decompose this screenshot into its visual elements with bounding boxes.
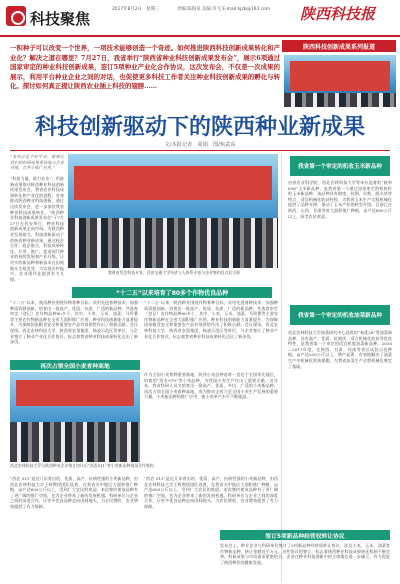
series-banner: 陕西科技创新成果系列报道 <box>282 40 396 52</box>
sub2-text: 作为全国小麦育种重要基地，陕西小麦品种选育一直处于全国领先地位，培育的“西农979”等小麦品种，为我国小麦生产作出了重要贡献。近年来，我省科研人员又培育出一批高产、优质、多抗、广适的小麦新品种，再次占领全国小麦育种高地，成为推动全省乃至全国小麦生产发展的重要力量，小麦新品种的推广应用，使小麦单产水平不断提高。 <box>144 372 278 400</box>
sidebar-title-2: 我省第一个审定的机收油菜新品种 <box>290 305 390 325</box>
photo-caption: 我省首发会科技专家、西安交通大学经济与人体系专家与企业签约仪式后合影 <box>107 270 241 275</box>
byline: 文/本报记者 周娟 图/焦武高 <box>164 142 236 148</box>
section-title: 科技聚焦 <box>30 10 91 28</box>
bottom-text-left: “西农 511”是近几年育出的、优质、高产、抗病性强的小麦新品种，由西北农林科技大学王辉教授团队选育，在我省关中地区大面积推广种植，亩产达600公斤以上，受到广大农民的欢迎。本次签约使该品种有了更广阔的推广空间，也为企业带来了新的发展机遇。科研单位与企业之间的深度合作，让更多优良品种走向田间地头，为农民增收、农业增效提供了有力保障。 <box>10 476 138 509</box>
header-rule <box>0 35 400 37</box>
conference-photo <box>284 55 396 107</box>
column-rule <box>281 154 282 582</box>
lead-paragraph: 一积种子可以改变一个世界，一项技术能够创造一个奇迹。如何推进陕西科技创新成果转化和产业化？解决之道在哪里？7月27日，我省举行“陕西省种业科技创新成果发布会”，展示6项通过国家审定的种业科技创新成果，签订5项种业产业化合作协议，这次发布会，不仅是一次成果的展示，利用平台种业企业之间的对话，也促使更多科技工作者关注种业科技创新成果的孵化与转化。探讨如何真正提让陕西农业插上科技的翅膀…… <box>10 44 280 91</box>
left-column-text: “科技力量，助力农业”。用最新成果推动陕西种业科技创新成果发布会，我省农业科技成果转化和产业化的进程，有效推动陕西种业科技创新，通过这次发布会，进一步加快我省种业科技成果转化，“陕西种业科技创新成果发布会”于7月27日在西安举行。种业科技创新成果走向市场，为陕西种业发展助力。科技创新驱动下的陕西种业新成果，通过校企合作、政企联合，科技成果转化、应用、推广，促进现代种业的持续发展和产业升级，让更多的新品种和新技术在田间地头生根发芽，为实现乡村振兴、农业现代化提供有力支撑。 <box>10 176 64 282</box>
title-divider <box>10 150 390 151</box>
signing-ceremony-photo <box>68 154 278 268</box>
subheading-3: 签订5项新品种经营权转让协议 <box>220 530 390 540</box>
newspaper-brand: 陕西科技报 <box>300 5 376 23</box>
pull-quote: “发布会是个好平台，能够让我们的科研成果更快地与企业对接，有利于推广应用，” <box>10 154 64 171</box>
issue-meta: 2017年8月2日 星期三 责编:陈海泉 美编:李飞 E-mail:kjzb@163.com <box>112 7 270 12</box>
newspaper-logo-icon <box>6 6 26 26</box>
page-header <box>0 0 400 36</box>
sidebar-text-2: 西北农林科技大学油菜研究中心选育的“秦优28”等油菜新品种，具有高产、优质、抗倒伏、适合机械化收获等优良特性，是我省第一个审定的适宜机收油菜新品种。2016—2017年度，在陕西、甘肃、河南等省区试验示范种植，亩产达200公斤以上，增产显著，有效地解决了油菜生产中机械化收获难题，为我省油菜生产全程机械化奠定了基础。 <box>288 330 392 369</box>
article-title: 科技创新驱动下的陕西种业新成果 <box>34 115 365 140</box>
sub1-text-left: “十二五”以来，陕西种业围绕作物育种目标，采用先进育种技术，加强种质资源创新，培育出一批高产、优质、抗逆、广适的新品种，共选育审定（登记）农作物品种80多个，其中，小麦、玉米、油菜、马铃薯等主要农作物新品种在全省大面积推广应用，种业科技创新能力显著提升，为保障国家粮食安全和重要农产品有效供给作出了积极贡献。会议现场，西北农林科技大学、陕西省农垦集团、杨凌示范区等单位，与企业签订了种业产业化合作协议，标志着我省种业科技成果转化迈出了新步伐。 <box>10 300 138 345</box>
sub3-text: 发布会上，种业企业与科研单位签订了5项新品种经营权转让协议，涉及小麦、玉米、油菜等作物新品种，转让金额近千万元。这些协议的签订，标志着陕西种业科技成果转化机制不断完善，科研成果与市场需求紧密结合，企业在种业科技创新中的主体地位进一步确立，有力促进了陕西种业的健康发展。 <box>220 543 390 565</box>
sidebar-title-1: 我省第一个审定的机收玉米新品种 <box>290 156 390 176</box>
bottom-text-right: “西农 511”是近几年育出的、优质、高产、抗病性强的小麦新品种，由西北农林科技大学王辉教授团队选育，在我省关中地区大面积推广种植，亩产达600公斤以上，受到广大农民的欢迎。本次签约使该品种有了更广阔的推广空间，也为企业带来了新的发展机遇。科研单位与企业之间的深度合作，让更多优良品种走向田间地头，为农民增收、农业增效提供了有力保障。 <box>144 476 278 509</box>
wheat-signing-photo <box>10 372 140 462</box>
sub1-text-right: “十二五”以来，陕西种业围绕作物育种目标，采用先进育种技术，加强种质资源创新，培育出一批高产、优质、抗逆、广适的新品种，共选育审定（登记）农作物品种80多个，其中，小麦、玉米、油菜、马铃薯等主要农作物新品种在全省大面积推广应用，种业科技创新能力显著提升，为保障国家粮食安全和重要农产品有效供给作出了积极贡献。会议现场，西北农林科技大学、陕西省农垦集团、杨凌示范区等单位，与企业签订了种业产业化合作协议，标志着我省种业科技成果转化迈出了新步伐。 <box>144 300 278 339</box>
sidebar-text-1: 由省农业科学院、西北农林科技大学等单位选育的“陕单636”玉米新品种，是我省第一个通过国家审定的机收籽粒玉米新品种。该品种具有耐密、抗倒、早熟、脱水快等特点，适宜机械化收获籽粒，为我省玉米生产全程机械化提供了品种支撑，推动了玉米产业的转型升级，目前已在陕西、山西、甘肃等省大面积推广种植，亩产达800公斤以上，深受农民欢迎。 <box>288 180 392 219</box>
subheading-2: 再次占领全国小麦育种高地 <box>10 360 140 370</box>
subheading-1: “十二五”以来培育了80多个作物优良品种 <box>72 287 272 298</box>
photo2-caption: 西北农林科技大学与陕西种业企业签订协议后“西农511”等小麦新品种现场合作签约 <box>10 463 154 468</box>
